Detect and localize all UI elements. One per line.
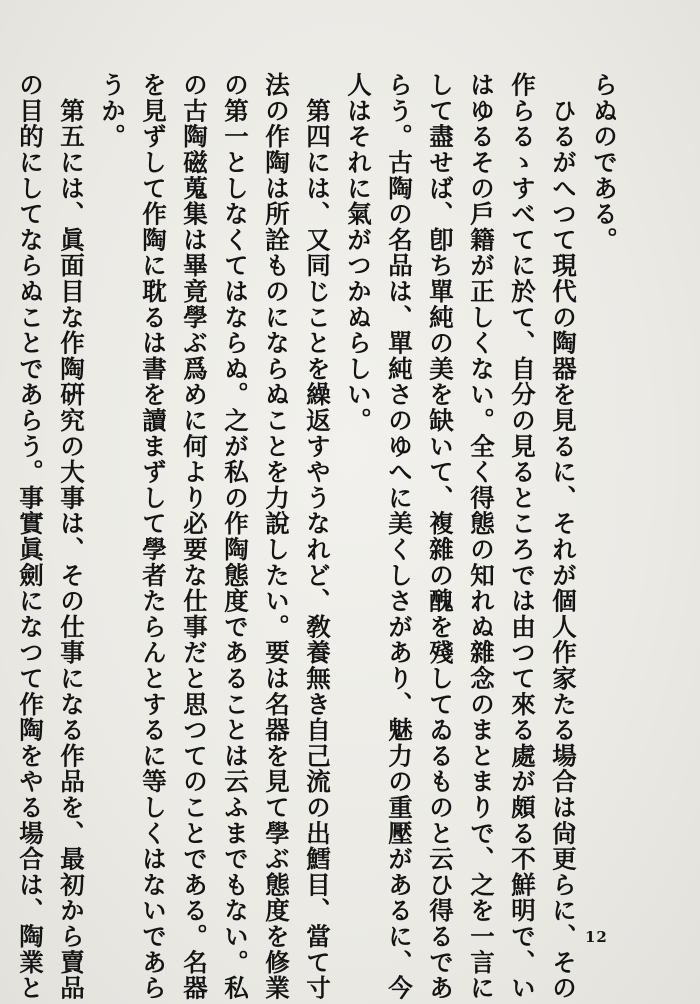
text-column: 第五には、眞面目な作陶硏究の大事は、その仕事になる作品を、最初から賣品	[57, 72, 86, 1001]
text-column: らぬのである。	[590, 72, 619, 253]
text-column: 法の作陶は所詮ものにならぬことを力說したい。要は名器を見て學ぶ態度を修業	[262, 72, 291, 1001]
text-column: を見ずして作陶に耽るは書を讀まずして學者たらんとするに等しくはないであら	[139, 72, 168, 1001]
vertical-text-body	[13, 72, 622, 1001]
text-column: の古陶磁蒐集は畢竟學ぶ爲めに何より必要な仕事だと思つてのことである。名器	[180, 72, 209, 1001]
text-column: 第四には、又同じことを繰返すやうなれど、敎養無き自己流の出鱈目、當て寸	[303, 72, 332, 1001]
text-column: ひるがへつて現代の陶器を見るに、それが個人作家たる場合は尙更らに、その	[549, 72, 578, 1001]
text-column: うか。	[98, 72, 127, 150]
text-column: 作らるゝすべてに於て、自分の見るところでは由つて來る處が頗る不鮮明で、い	[508, 72, 537, 1001]
text-column: の第一としなくてはならぬ。之が私の作陶態度であることは云ふまでもない。私	[221, 72, 250, 1001]
page-number: 12	[585, 928, 608, 946]
text-column: して盡せば、卽ち單純の美を缺いて、複雜の醜を殘してゐるものと云ひ得るであ	[426, 72, 455, 1001]
text-column: 人はそれに氣がつかぬらしい。	[344, 72, 373, 434]
text-column: らう。古陶の名品は、單純さのゆへに美くしさがあり、魅力の重壓があるに、今	[385, 72, 414, 1001]
text-column: はゆるその戶籍が正しくない。全く得態の知れぬ雜念のまとまりで、之を一言に	[467, 72, 496, 1001]
text-column: の目的にしてならぬことであらう。事實眞劍になつて作陶をやる場合は、陶業と	[16, 72, 45, 1001]
